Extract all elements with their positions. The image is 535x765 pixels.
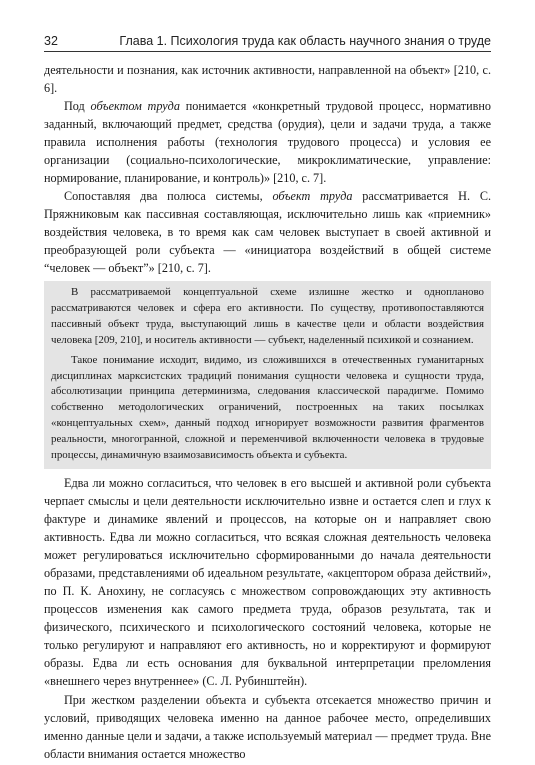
page-number: 32 xyxy=(44,34,58,48)
paragraph-separation: При жестком разделении объекта и субъекта отсекается множество причин и условий, приводящих человека именно на данное рабочее место, определивших именно данные цели и задачи, а также используемый материал — предмет труда. Вне области внимания остается множество xyxy=(44,692,491,761)
paragraph-continued: деятельности и познания, как источник активности, направленной на объект» [210, с. 6]. xyxy=(44,63,491,95)
box-paragraph-conceptual-scheme: В рассматриваемой концептуальной схеме излишне жестко и однопланово рассматриваются человек и сфера его активности. По существу, противопоставляются пассивный объект труда, выступающий лишь в качестве цели и области воздействия человека [209, 210], и носитель активности — субъект, наделенный психикой и сознанием. xyxy=(51,286,484,346)
emphasis-term: объект труда xyxy=(272,189,353,203)
running-header xyxy=(44,30,491,48)
running-title: Глава 1. Психология труда как область научного знания о труде xyxy=(119,34,491,48)
paragraph-lead: Под xyxy=(64,99,91,113)
page-body xyxy=(44,61,491,763)
shaded-commentary-box xyxy=(44,281,491,469)
paragraph-two-poles xyxy=(44,187,491,277)
box-paragraph-understanding: Такое понимание исходит, видимо, из сложившихся в отечественных гуманитарных дисциплинах марксистских традиций понимания сущности человека и сущности труда, абсолютизации принципа детерминизма, следования классической парадигме. Помимо собственно методологических ограничений, построенных на таких посылках «концептуальных схем», данный подход игнорирует возможности развития фрагментов реальности, многогранной, сложной и переменчивой включенности человека в трудовые процессы, динамичную взаимозависимость объекта и субъекта. xyxy=(51,353,484,462)
paragraph-object-definition xyxy=(44,97,491,187)
emphasis-term: объектом труда xyxy=(90,99,180,113)
paragraph-subject-role: Едва ли можно согласиться, что человек в его высшей и активной роли субъекта черпает смыслы и цели деятельности исключительно извне и остается слеп и глух к фактуре и динамике явлений и процессов, на которые он и направляет свою активность. Едва ли можно согласиться, что всякая сложная деятельность человека может регулироваться исключительно сформированными до начала деятельности образами, представлениями об идеальном результате, «акцептором образа действий», по П. К. Анохину, не согласуясь с множеством сопровождающих эту активность процессов изменения как самого предмета труда, образов результата, так и физического, психического и психологического состояний человека, которые не только регулируют и направляют его активность, но и корректируют и формируют образы. Едва ли есть основания для буквальной интерпретации преломления «внешнего через внутреннее» (С. Л. Рубинштейн). xyxy=(44,475,491,688)
paragraph-rest: понимается «конкретный трудовой процесс, нормативно заданный, включающий предмет, средства (орудия), цели и задачи труда, а также правила исполнения работы (технология трудового процесса) и условия ее организации (социально-психологические, микроклиматические, управление: нормирование, планирование, и контроль)» [210, с. 7]. xyxy=(44,99,492,185)
paragraph-lead: Сопоставляя два полюса системы, xyxy=(64,189,273,203)
header-rule xyxy=(44,51,491,52)
paragraph-rest: рассматривается Н. С. Пряжниковым как пассивная составляющая, исключительно лишь как «приемник» воздействия человека, в то время как сам человек выступает в своей активной и преобразующей роли субъекта — «инициатора воздействий в общей системе “человек — объект”» [210, с. 7]. xyxy=(44,189,492,275)
